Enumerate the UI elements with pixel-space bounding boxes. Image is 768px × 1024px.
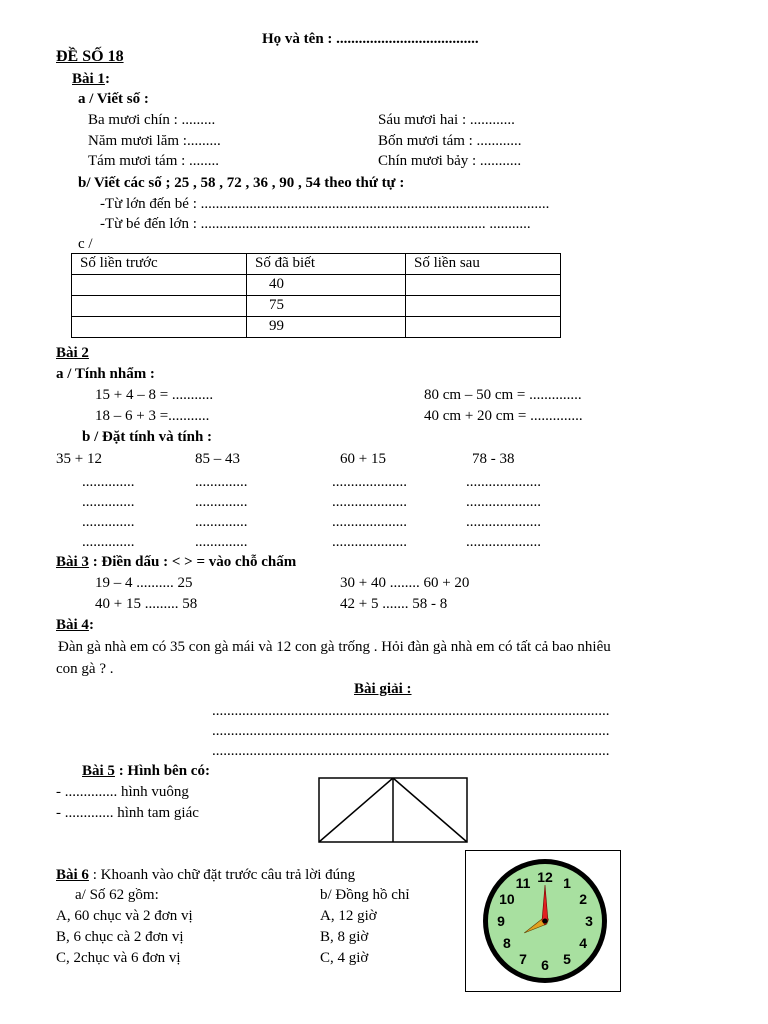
bai6-b-option[interactable]: C, 4 giờ <box>320 950 369 966</box>
bai3-item: 40 + 15 ......... 58 <box>95 596 198 612</box>
answer-dots: .............. <box>195 514 248 530</box>
bai2-a-item: 40 cm + 20 cm = .............. <box>424 408 583 424</box>
clock-number: 1 <box>563 874 571 891</box>
figure-diagonal-right <box>393 778 467 842</box>
bai6-a-option[interactable]: A, 60 chục và 2 đơn vị <box>56 908 193 924</box>
table-cell[interactable] <box>72 275 247 296</box>
bai5-heading <box>82 762 210 780</box>
bai6-title: Bài 6 <box>56 867 89 883</box>
answer-dots: .............. <box>82 534 135 550</box>
table-cell[interactable] <box>406 317 561 338</box>
table-cell[interactable] <box>406 296 561 317</box>
bai2-title: Bài 2 <box>56 345 89 361</box>
bai2-a-item: 15 + 4 – 8 = ........... <box>95 387 214 403</box>
bai1-b-line: -Từ lớn đến bé : ............................................................................................. <box>100 196 550 212</box>
bai1-title-suffix: : <box>104 71 110 87</box>
bai6-a-question: a/ Số 62 gồm: <box>75 887 159 903</box>
bai1-a-item: Năm mươi lăm :......... <box>88 133 221 149</box>
answer-dots: .................... <box>466 474 541 490</box>
bai1-title: Bài 1 <box>72 71 105 87</box>
solution-line: .......................................................................................................... <box>212 703 610 719</box>
calc-problem: 60 + 15 <box>340 451 386 467</box>
number-table <box>71 253 561 338</box>
clock-center <box>543 919 548 924</box>
shape-figure <box>318 777 468 843</box>
answer-dots: .................... <box>332 514 407 530</box>
calc-problem: 85 – 43 <box>195 451 240 467</box>
table-header-row <box>72 254 561 275</box>
bai6-a-option[interactable]: C, 2chục và 6 đơn vị <box>56 950 181 966</box>
answer-dots: .............. <box>195 474 248 490</box>
calc-problem: 78 - 38 <box>472 451 515 467</box>
answer-dots: .................... <box>466 514 541 530</box>
answer-dots: .............. <box>195 534 248 550</box>
bai6-heading <box>56 866 355 884</box>
bai3-title: Bài 3 <box>56 554 89 570</box>
bai2-a-label: a / Tính nhẩm : <box>56 366 155 382</box>
table-header: Số liền trước <box>72 254 247 275</box>
exam-title: ĐỀ SỐ 18 <box>56 48 124 65</box>
bai6-b-question: b/ Đồng hồ chỉ <box>320 887 410 903</box>
bai3-heading <box>56 553 296 571</box>
table-cell: 99 <box>247 317 406 338</box>
solution-line: .......................................................................................................... <box>212 743 610 759</box>
bai1-a-item: Ba mươi chín : ......... <box>88 112 216 128</box>
clock-number: 2 <box>579 891 587 907</box>
clock-number: 10 <box>499 891 515 907</box>
answer-dots: .................... <box>466 494 541 510</box>
table-cell: 75 <box>247 296 406 317</box>
bai6-title-suffix: : Khoanh vào chữ đặt trước câu trả lời đúng <box>92 867 356 883</box>
table-cell[interactable] <box>72 296 247 317</box>
clock-number: 11 <box>515 874 531 891</box>
solution-label: Bài giải : <box>354 681 412 697</box>
table-cell: 40 <box>247 275 406 296</box>
table-cell[interactable] <box>72 317 247 338</box>
table-header: Số liền sau <box>406 254 561 275</box>
bai4-text: Đàn gà nhà em có 35 con gà mái và 12 con gà trống . Hỏi đàn gà nhà em có tất cả bao nhiêu <box>58 639 611 655</box>
bai2-a-item: 18 – 6 + 3 =........... <box>95 408 210 424</box>
bai4-title-suffix: : <box>88 617 94 633</box>
answer-dots: .................... <box>332 474 407 490</box>
clock-number: 8 <box>503 935 511 951</box>
table-row <box>72 317 561 338</box>
bai4-text: con gà ? . <box>56 661 114 677</box>
answer-dots: .............. <box>82 514 135 530</box>
figure-diagonal-left <box>319 778 393 842</box>
bai3-item: 19 – 4 .......... 25 <box>95 575 193 591</box>
table-row <box>72 296 561 317</box>
bai3-item: 42 + 5 ....... 58 - 8 <box>340 596 448 612</box>
clock-number: 7 <box>519 951 527 968</box>
clock-number: 3 <box>585 913 593 929</box>
answer-dots: .................... <box>466 534 541 550</box>
clock-number: 5 <box>563 951 571 968</box>
bai1-c-label: c / <box>78 236 93 252</box>
bai5-item: - ............. hình tam giác <box>56 805 199 821</box>
clock-figure <box>465 850 621 992</box>
bai6-b-option[interactable]: B, 8 giờ <box>320 929 369 945</box>
bai1-a-item: Tám mươi tám : ........ <box>88 153 220 169</box>
answer-dots: .................... <box>332 534 407 550</box>
bai5-title: Bài 5 <box>82 763 115 779</box>
bai1-b-label: b/ Viết các số ; 25 , 58 , 72 , 36 , 90 , 54 theo thứ tự : <box>78 175 405 191</box>
bai2-b-label: b / Đặt tính và tính : <box>82 429 213 445</box>
table-cell[interactable] <box>406 275 561 296</box>
bai6-a-option[interactable]: B, 6 chục cà 2 đơn vị <box>56 929 184 945</box>
bai1-a-item: Chín mươi bảy : ........... <box>378 153 522 169</box>
answer-dots: .................... <box>332 494 407 510</box>
calc-problem: 35 + 12 <box>56 451 102 467</box>
bai4-title: Bài 4 <box>56 617 89 633</box>
bai3-item: 30 + 40 ........ 60 + 20 <box>340 575 470 591</box>
bai3-title-suffix: : Điền dấu : < > = vào chỗ chấm <box>92 554 297 570</box>
clock-number: 4 <box>579 935 587 951</box>
bai1-a-item: Bốn mươi tám : ............ <box>378 133 522 149</box>
bai1-a-label: a / Viết số : <box>78 91 149 107</box>
clock-number: 12 <box>537 869 553 885</box>
clock-number: 9 <box>497 913 505 929</box>
solution-line: .......................................................................................................... <box>212 723 610 739</box>
clock-number: 6 <box>541 957 549 973</box>
bai5-item: - .............. hình vuông <box>56 784 189 800</box>
bai5-title-suffix: : Hình bên có: <box>118 763 210 779</box>
bai1-a-item: Sáu mươi hai : ............ <box>378 112 515 128</box>
answer-dots: .............. <box>82 494 135 510</box>
bai1-heading <box>72 70 110 88</box>
bai4-heading <box>56 616 94 634</box>
answer-dots: .............. <box>82 474 135 490</box>
name-line: Họ và tên : ...................................... <box>262 31 479 47</box>
bai1-b-line: -Từ bé đến lớn : ............................................................................ ........... <box>100 216 531 232</box>
bai6-b-option[interactable]: A, 12 giờ <box>320 908 377 924</box>
answer-dots: .............. <box>195 494 248 510</box>
table-header: Số đã biết <box>247 254 406 275</box>
table-row <box>72 275 561 296</box>
bai2-a-item: 80 cm – 50 cm = .............. <box>424 387 582 403</box>
